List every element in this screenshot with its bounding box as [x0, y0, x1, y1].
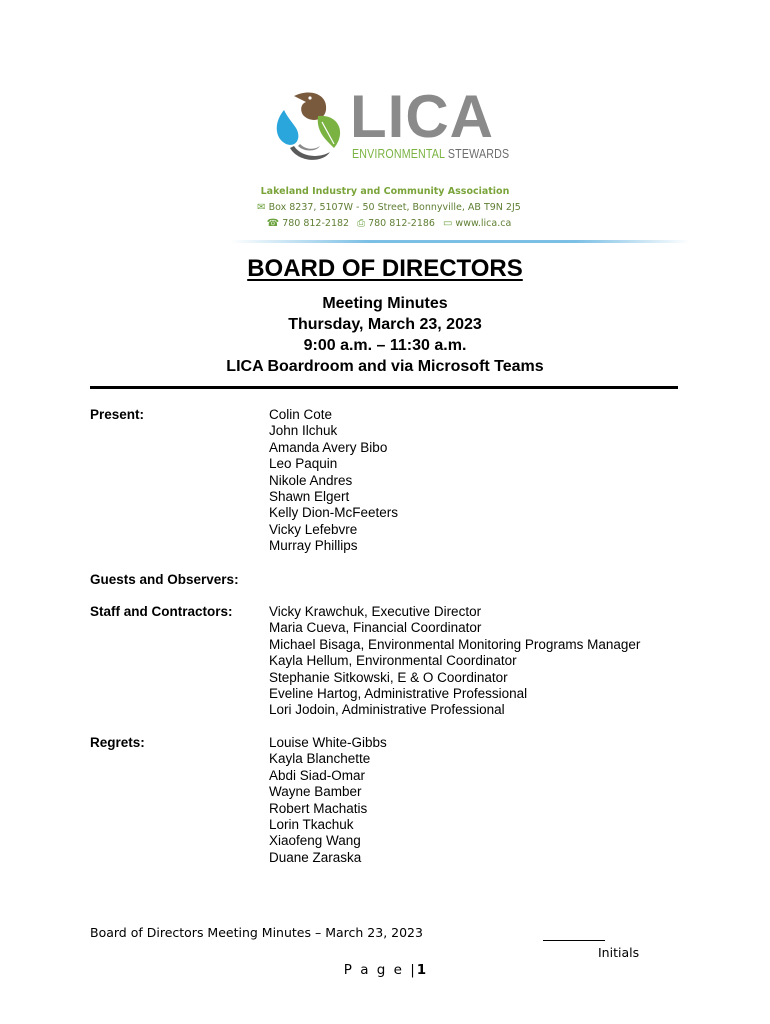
meeting-time: 9:00 a.m. – 11:30 a.m. — [303, 337, 467, 354]
initials-label: Initials — [598, 945, 640, 960]
list-item: Lorin Tkachuk — [269, 817, 354, 833]
logo-wordmark: LICA — [350, 83, 494, 150]
list-item: John Ilchuk — [269, 423, 338, 439]
list-item: Shawn Elgert — [269, 489, 350, 505]
page-number — [0, 962, 770, 978]
fax-icon: ⎙ — [357, 218, 366, 229]
list-item: Kayla Hellum, Environmental Coordinator — [269, 653, 517, 669]
list-item: Kayla Blanchette — [269, 751, 371, 767]
staff-label: Staff and Contractors: — [90, 604, 233, 619]
list-item: Maria Cueva, Financial Coordinator — [269, 620, 482, 636]
list-item: Amanda Avery Bibo — [269, 439, 388, 455]
list-item: Michael Bisaga, Environmental Monitoring Programs Manager — [269, 636, 641, 652]
phone-icon: ☎ — [266, 218, 280, 229]
fax-number: 780 812-2186 — [368, 218, 435, 229]
computer-icon: ▭ — [442, 218, 453, 229]
present-list — [269, 407, 398, 555]
mail-icon: ✉ — [257, 202, 266, 213]
website[interactable]: www.lica.ca — [455, 218, 512, 229]
document-title-text: BOARD OF DIRECTORS — [247, 255, 523, 282]
staff-list — [269, 604, 640, 719]
list-item: Wayne Bamber — [269, 784, 362, 800]
meeting-subtitle: Meeting Minutes — [322, 295, 448, 312]
present-label: Present: — [90, 407, 145, 422]
list-item: Stephanie Sitkowski, E & O Coordinator — [269, 669, 508, 685]
logo-tagline-grey: STEWARDS — [444, 146, 510, 161]
list-item: Nikole Andres — [269, 472, 353, 488]
list-item: Lori Jodoin, Administrative Professional — [269, 702, 505, 718]
list-item: Louise White-Gibbs — [269, 735, 387, 750]
guests-label: Guests and Observers: — [90, 572, 239, 587]
list-item: Eveline Hartog, Administrative Professional — [269, 686, 528, 702]
meeting-date: Thursday, March 23, 2023 — [288, 316, 482, 333]
list-item: Robert Machatis — [269, 800, 368, 816]
phone-number: 780 812-2182 — [282, 218, 350, 229]
page-number-value: 1 — [416, 962, 427, 978]
footer-title: Board of Directors Meeting Minutes – March 23, 2023 — [90, 925, 423, 940]
address: Box 8237, 5107W - 50 Street, Bonnyville, AB T9N 2J5 — [268, 202, 521, 213]
list-item: Leo Paquin — [269, 456, 338, 472]
header-divider — [230, 240, 690, 243]
document-title — [0, 255, 770, 283]
list-item: Xiaofeng Wang — [269, 833, 361, 849]
regrets-label: Regrets: — [90, 735, 145, 750]
list-item: Vicky Krawchuk, Executive Director — [269, 604, 482, 619]
address-line — [0, 202, 770, 213]
list-item: Colin Cote — [269, 407, 333, 422]
logo-tagline-green: ENVIRONMENTAL — [352, 146, 445, 161]
heading-rule — [90, 386, 678, 389]
page-prefix: P a g e | — [343, 962, 417, 978]
meeting-location: LICA Boardroom and via Microsoft Teams — [226, 358, 544, 375]
lica-leaf-logo-icon — [270, 88, 348, 164]
lica-logo — [270, 83, 510, 168]
contact-line — [0, 218, 770, 229]
regrets-list — [269, 735, 387, 866]
list-item: Vicky Lefebvre — [269, 521, 358, 537]
initials-line — [543, 940, 605, 941]
list-item: Kelly Dion-McFeeters — [269, 505, 399, 521]
list-item: Abdi Siad-Omar — [269, 767, 366, 783]
org-name: Lakeland Industry and Community Association — [260, 186, 510, 197]
logo-tagline — [352, 146, 509, 161]
list-item: Murray Phillips — [269, 538, 358, 554]
list-item: Duane Zaraska — [269, 849, 362, 865]
